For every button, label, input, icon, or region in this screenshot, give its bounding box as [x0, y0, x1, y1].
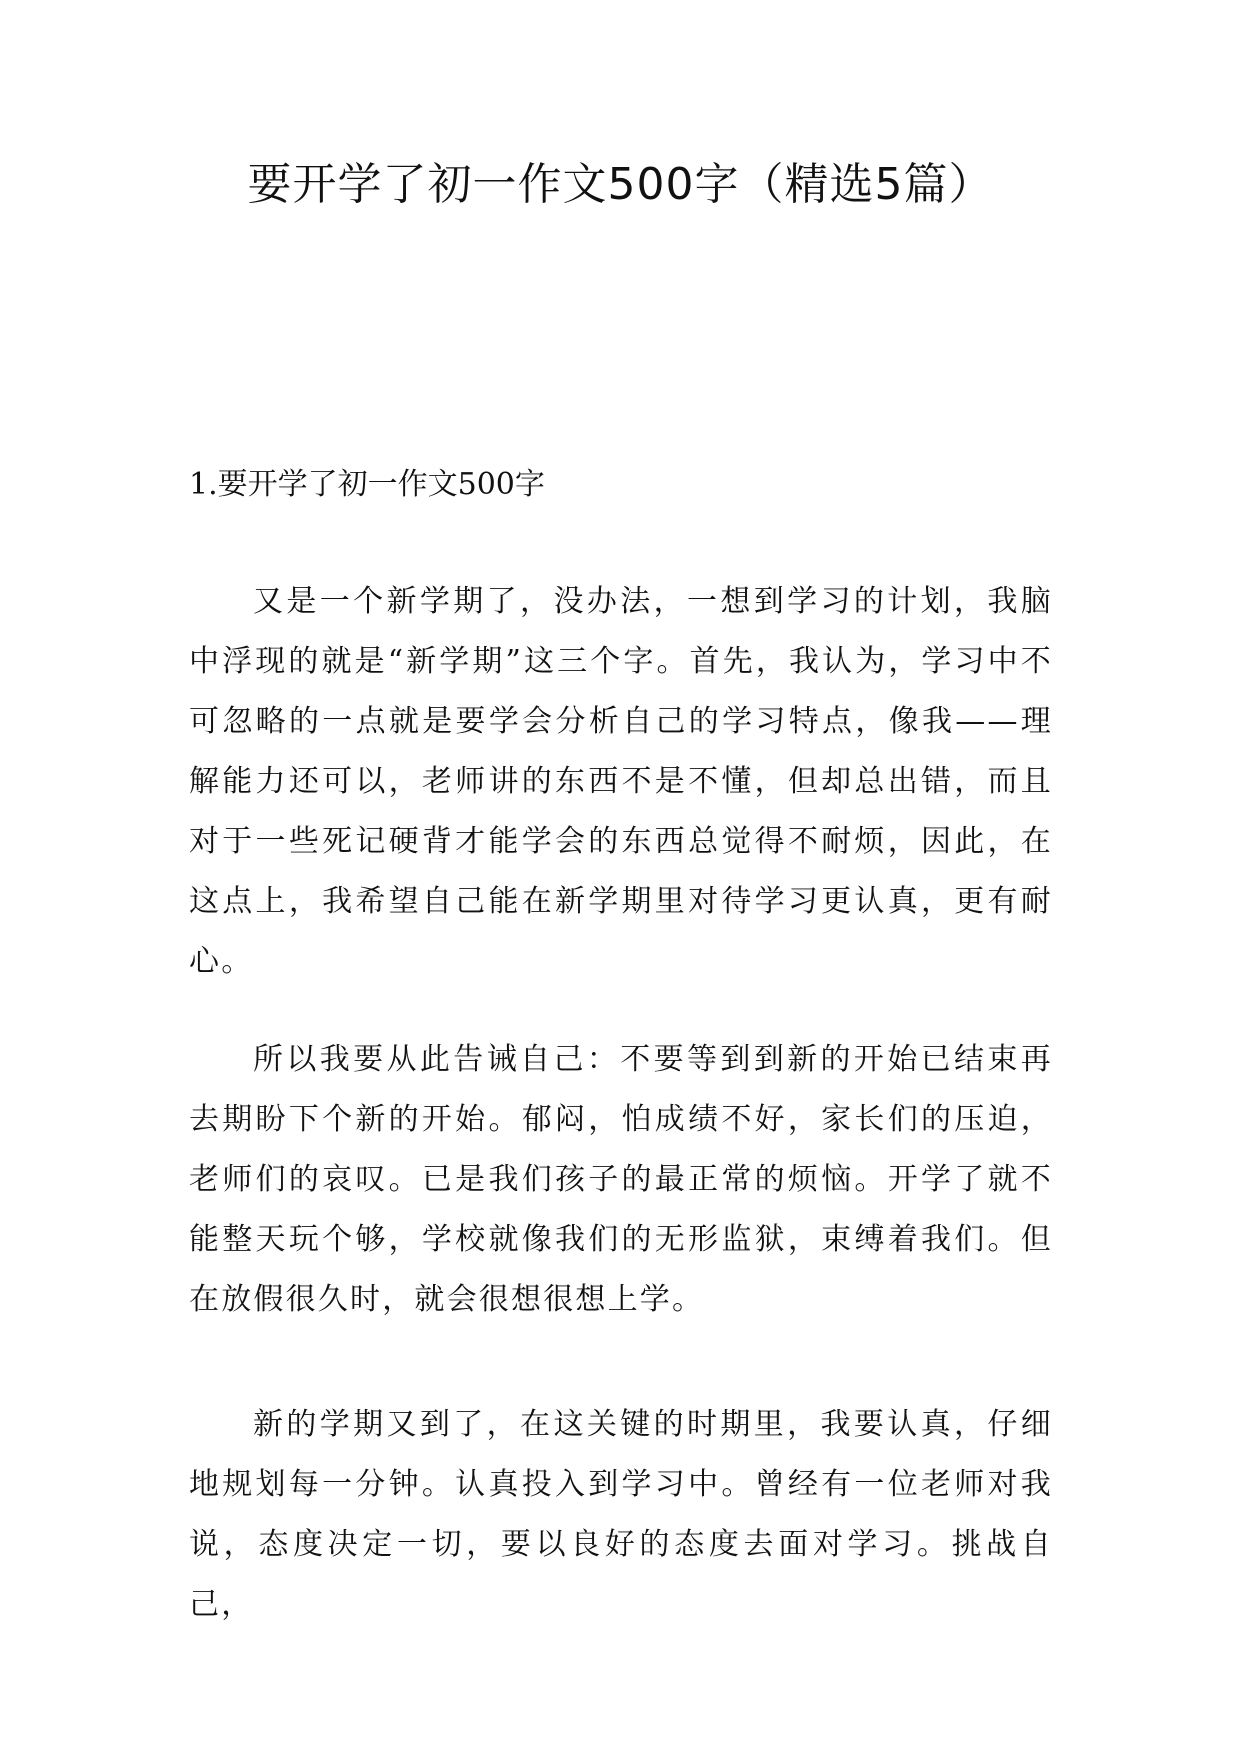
paragraph-1: 又是一个新学期了，没办法，一想到学习的计划，我脑中浮现的就是“新学期”这三个字。首先，我认为，学习中不可忽略的一点就是要学会分析自己的学习特点，像我——理解能力还可以，老师讲的东西不是不懂，但却总出错，而且对于一些死记硬背才能学会的东西总觉得不耐烦，因此，在这点上，我希望自己能在新学期里对待学习更认真，更有耐心。 — [189, 584, 1053, 979]
document-title: 要开学了初一作文500字（精选5篇） — [247, 159, 994, 210]
section-heading: 1.要开学了初一作文500字 — [189, 467, 545, 502]
paragraph-2: 所以我要从此告诫自己：不要等到到新的开始已结束再去期盼下个新的开始。郁闷，怕成绩不好，家长们的压迫，老师们的哀叹。已是我们孩子的最正常的烦恼。开学了就不能整天玩个够，学校就像我们的无形监狱，束缚着我们。但在放假很久时，就会很想很想上学。 — [189, 1042, 1053, 1317]
paragraph-3: 新的学期又到了，在这关键的时期里，我要认真，仔细地规划每一分钟。认真投入到学习中。曾经有一位老师对我说，态度决定一切，要以良好的态度去面对学习。挑战自己， — [189, 1407, 1053, 1622]
